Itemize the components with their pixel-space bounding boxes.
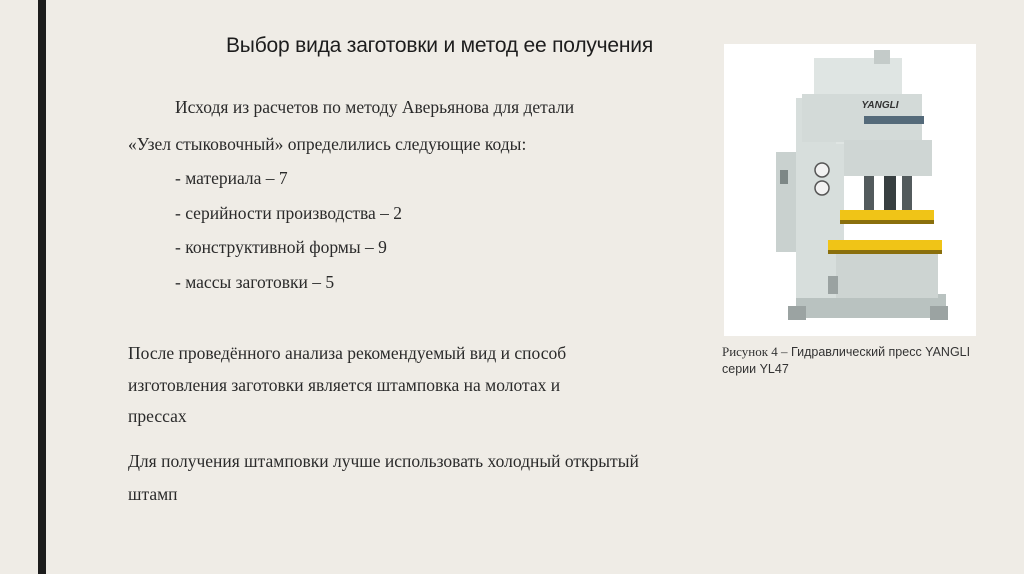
intro-line-2: «Узел стыковочный» определились следующие коды:	[128, 134, 527, 154]
caption-prefix: Рисунок 4 –	[722, 344, 788, 359]
slide-title: Выбор вида заготовки и метод ее получения	[226, 34, 653, 57]
code-shape: - конструктивной формы – 9	[175, 237, 387, 257]
figure-caption	[722, 343, 1022, 378]
conclusion-line-1: После проведённого анализа рекомендуемый вид и способ	[128, 343, 567, 363]
conclusion-line-5: штамп	[128, 484, 178, 504]
conclusion-line-2: изготовления заготовки является штамповка на молотах и	[128, 375, 561, 395]
conclusion-line-3: прессах	[128, 406, 187, 426]
code-material: - материала – 7	[175, 168, 288, 188]
conclusion-line-4: Для получения штамповки лучше использовать холодный открытый	[128, 451, 639, 471]
code-mass: - массы заготовки – 5	[175, 272, 335, 292]
code-seriality: - серийности производства – 2	[175, 203, 403, 223]
caption-text: Гидравлический пресс YANGLI	[787, 345, 971, 359]
hydraulic-press-photo	[724, 44, 976, 336]
left-accent-bar	[38, 0, 46, 574]
caption-line-2: серии YL47	[722, 362, 789, 376]
machine-brand-label: YANGLI	[861, 100, 899, 111]
intro-line-1: Исходя из расчетов по методу Аверьянова для детали	[175, 97, 575, 117]
